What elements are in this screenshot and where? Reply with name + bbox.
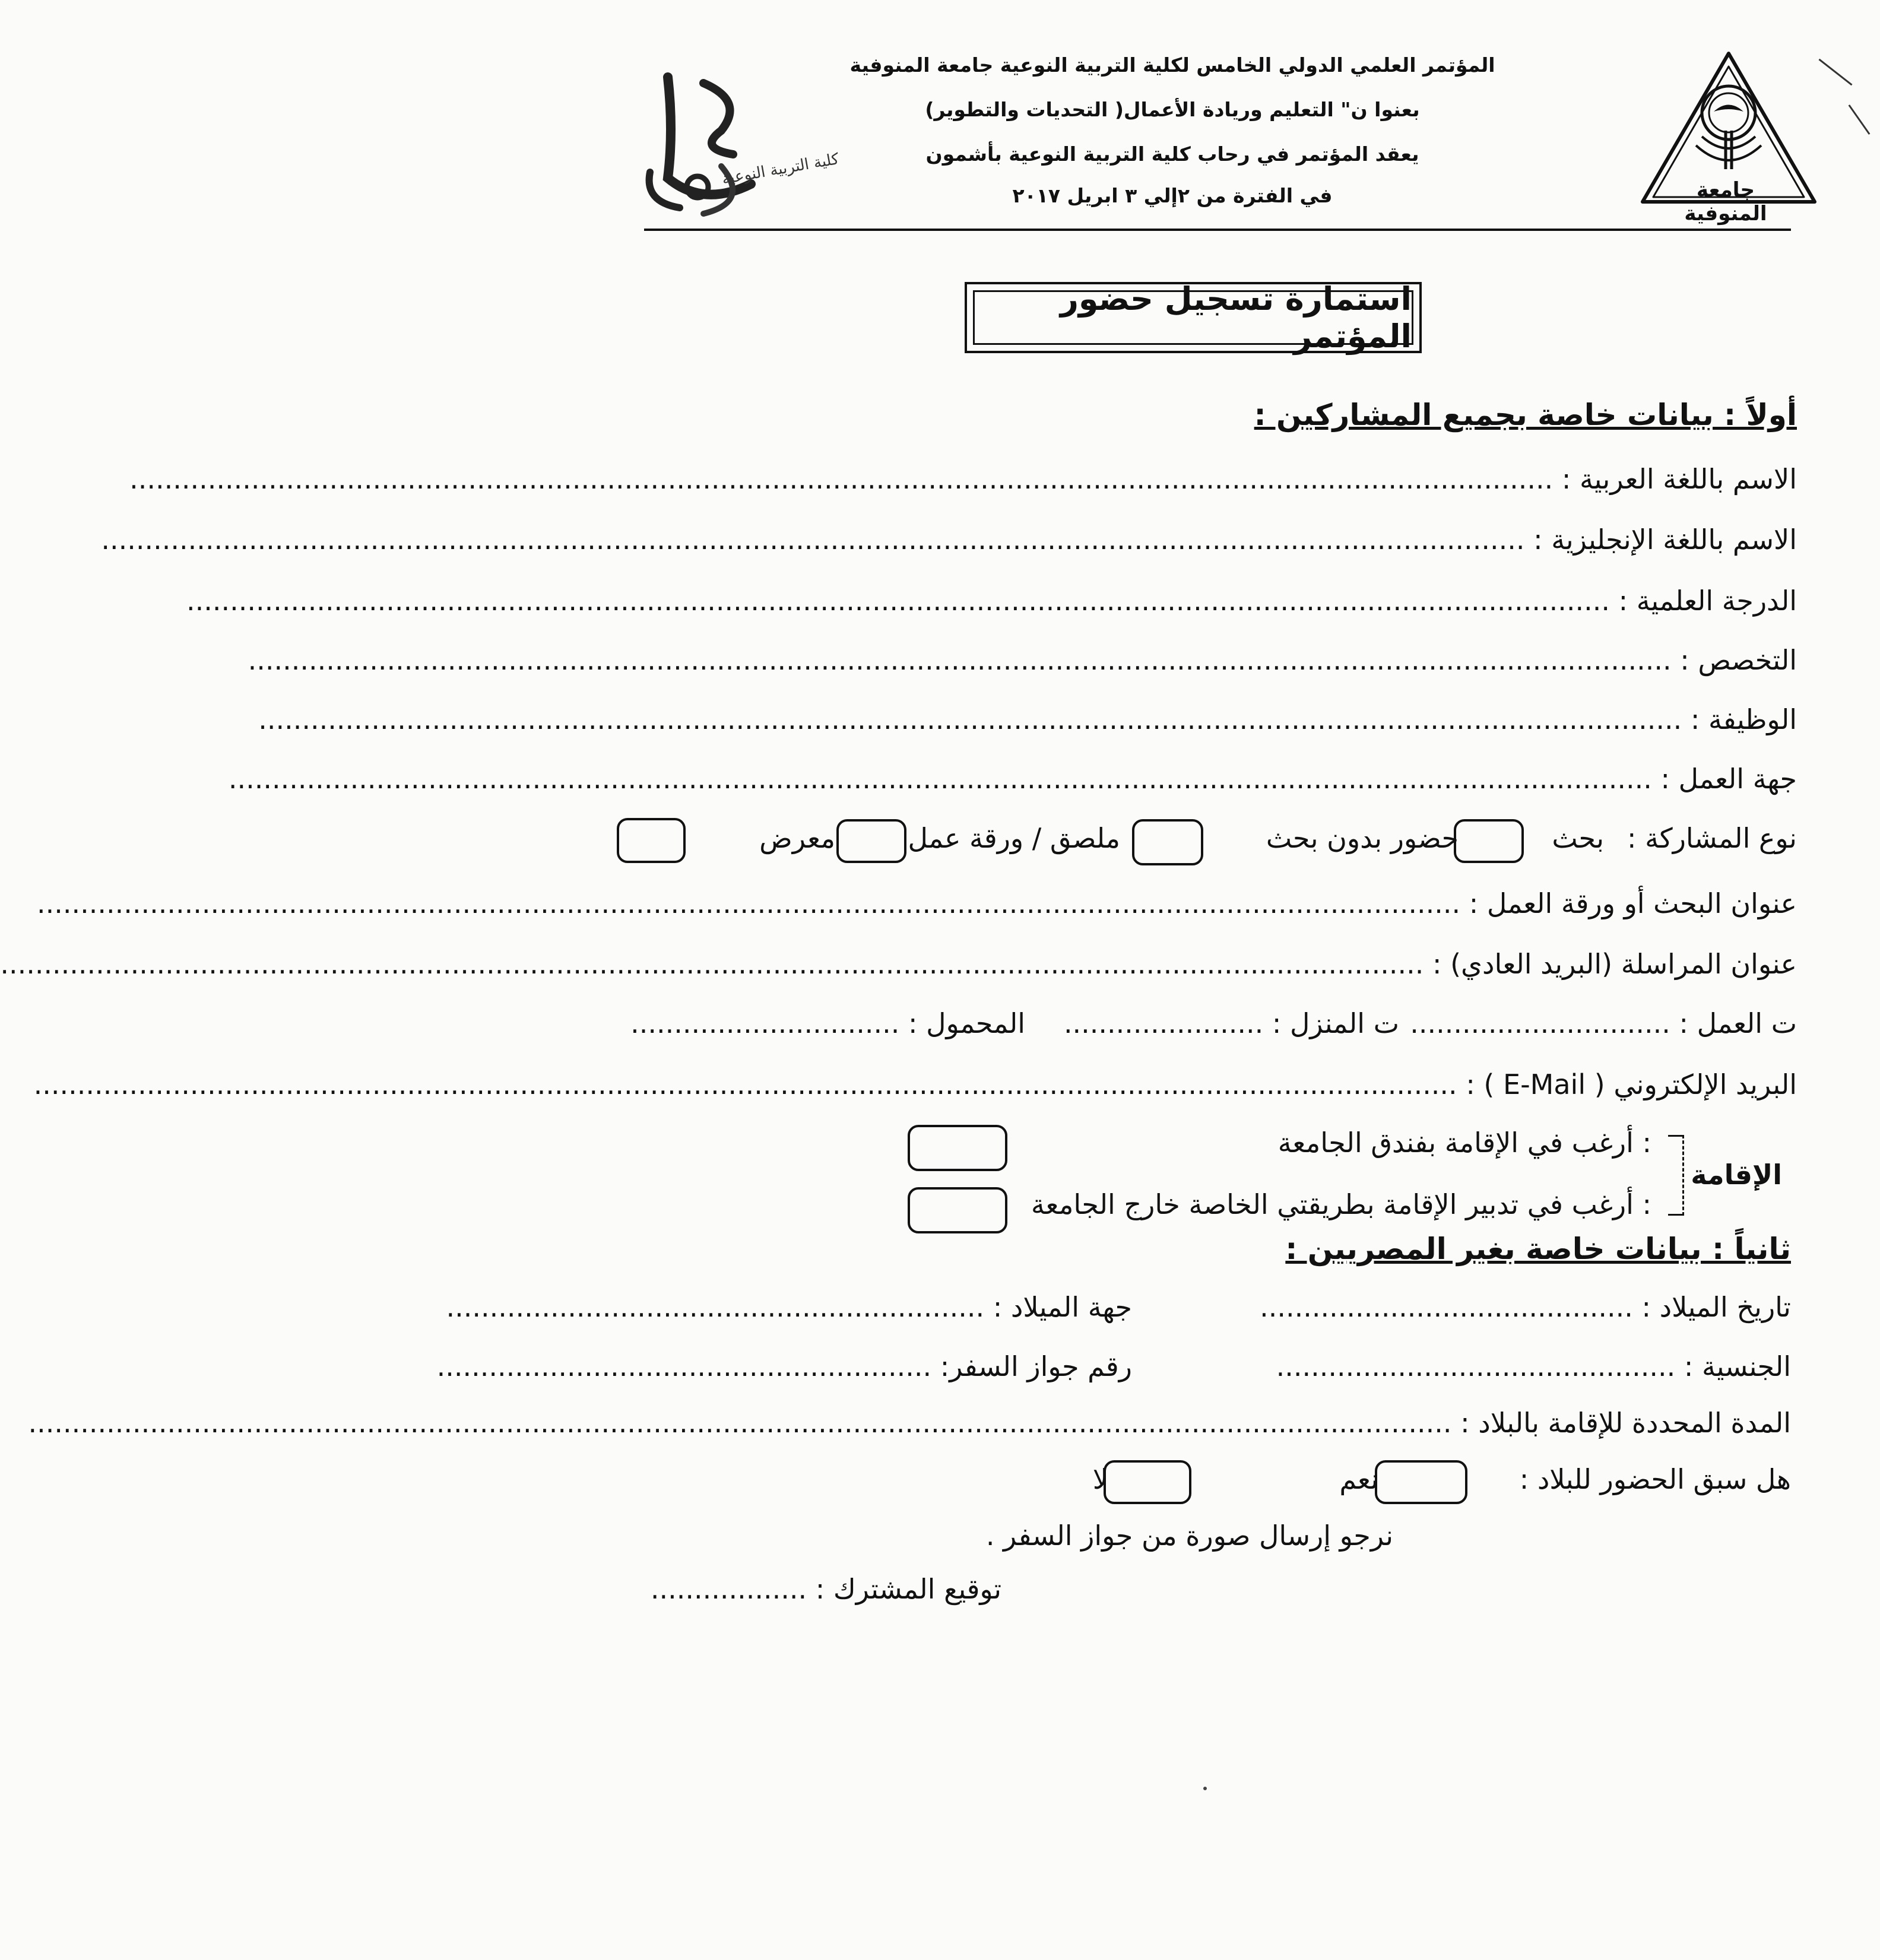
passport-field[interactable]: .........................................................	[436, 1350, 932, 1382]
email-field[interactable]: ....................................................................................................................................................................	[33, 1068, 1457, 1100]
postal-address-field[interactable]: ....................................................................................................................................................................	[0, 948, 1424, 980]
faculty-logo	[632, 59, 787, 226]
email-row[interactable]	[33, 1068, 1797, 1100]
name-en-field[interactable]: ....................................................................................................................................................................	[101, 524, 1525, 556]
birth-place-field[interactable]: ..............................................................	[446, 1291, 985, 1323]
phone-work-label: ت العمل :	[1679, 1007, 1797, 1039]
stay-duration-row[interactable]	[28, 1407, 1791, 1439]
yes-label: نعم	[1339, 1463, 1378, 1495]
conference-venue: يعقد المؤتمر في رحاب كلية التربية النوعية بأشمون	[925, 142, 1419, 166]
faculty-logo-text: كلية التربية النوعية	[720, 150, 841, 189]
specialty-label: التخصص :	[1680, 644, 1797, 676]
accommodation-label: الإقامة	[1691, 1159, 1782, 1191]
opt-attend-checkbox[interactable]	[1132, 819, 1203, 865]
no-label: لا	[1092, 1463, 1108, 1495]
conference-dates: في الفترة من ٢إلي ٣ ابريل ٢٠١٧	[1012, 184, 1333, 207]
mobile-row[interactable]	[630, 1007, 1025, 1039]
opt-research-checkbox[interactable]	[1454, 819, 1524, 863]
opt-research-label: بحث	[1552, 822, 1604, 854]
name-en-label: الاسم باللغة الإنجليزية :	[1533, 524, 1797, 556]
accom-private-checkbox[interactable]	[908, 1187, 1007, 1233]
paper-title-field[interactable]: ....................................................................................................................................................................	[37, 887, 1461, 919]
passport-copy-note: نرجو إرسال صورة من جواز السفر .	[985, 1520, 1393, 1552]
email-label: البريد الإلكتروني ( E-Mail ) :	[1466, 1068, 1797, 1100]
form-title-box	[965, 282, 1422, 353]
scan-mark	[1849, 104, 1871, 135]
signature-row[interactable]	[651, 1573, 1001, 1605]
accom-hotel-checkbox[interactable]	[908, 1125, 1007, 1171]
employer-field[interactable]: ....................................................................................................................................................................	[228, 763, 1652, 795]
birth-place-label: جهة الميلاد :	[993, 1291, 1132, 1323]
name-ar-row[interactable]	[129, 463, 1797, 495]
opt-poster-checkbox[interactable]	[836, 819, 906, 863]
birth-date-row[interactable]	[1260, 1291, 1791, 1323]
mobile-label: المحمول :	[908, 1007, 1025, 1039]
no-checkbox[interactable]	[1104, 1460, 1191, 1504]
degree-field[interactable]: ....................................................................................................................................................................	[186, 585, 1610, 617]
nationality-label: الجنسية :	[1684, 1350, 1791, 1382]
scan-speck	[1203, 1787, 1207, 1790]
degree-row[interactable]	[186, 585, 1797, 617]
name-en-row[interactable]	[101, 524, 1797, 556]
opt-exhibit-label: معرض	[759, 822, 835, 854]
specialty-row[interactable]	[248, 644, 1797, 676]
degree-label: الدرجة العلمية :	[1618, 585, 1797, 617]
accom-private-label: : أرغب في تدبير الإقامة بطريقتي الخاصة خارج الجامعة	[1031, 1188, 1651, 1220]
name-ar-label: الاسم باللغة العربية :	[1561, 463, 1797, 495]
accommodation-bracket	[1668, 1135, 1684, 1216]
job-label: الوظيفة :	[1690, 703, 1797, 735]
paper-title-row[interactable]	[37, 887, 1797, 919]
phone-home-label: ت المنزل :	[1272, 1007, 1399, 1039]
job-field[interactable]: ....................................................................................................................................................................	[258, 703, 1682, 735]
postal-address-label: عنوان المراسلة (البريد العادي) :	[1432, 948, 1797, 980]
phone-home-field[interactable]: .......................	[1063, 1007, 1264, 1039]
yes-checkbox[interactable]	[1375, 1460, 1467, 1504]
specialty-field[interactable]: ....................................................................................................................................................................	[248, 644, 1672, 676]
opt-poster-label: ملصق / ورقة عمل	[908, 822, 1120, 854]
header-divider	[644, 229, 1791, 231]
participation-type-label: نوع المشاركة :	[1627, 822, 1797, 854]
conference-theme: بعنوا ن" التعليم وريادة الأعمال( التحديات والتطوير)	[925, 98, 1420, 121]
section1-heading: أولاً : بيانات خاصة بجميع المشاركين :	[1254, 398, 1797, 432]
birth-place-row[interactable]	[446, 1291, 1132, 1323]
section2-heading: ثانياً : بيانات خاصة بغير المصريين :	[1285, 1232, 1791, 1266]
paper-title-label: عنوان البحث أو ورقة العمل :	[1469, 887, 1797, 919]
nationality-row[interactable]	[1276, 1350, 1791, 1382]
birth-date-label: تاريخ الميلاد :	[1641, 1291, 1791, 1323]
passport-row[interactable]	[437, 1350, 1132, 1382]
employer-label: جهة العمل :	[1660, 763, 1797, 795]
job-row[interactable]	[258, 703, 1797, 735]
signature-field[interactable]: ..................	[650, 1573, 807, 1605]
opt-exhibit-checkbox[interactable]	[617, 818, 686, 863]
name-ar-field[interactable]: ....................................................................................................................................................................	[129, 463, 1554, 495]
phone-home-row[interactable]	[1064, 1007, 1399, 1039]
postal-address-row[interactable]	[0, 948, 1797, 980]
stay-duration-field[interactable]: ....................................................................................................................................................................	[28, 1407, 1452, 1439]
birth-date-field[interactable]: ...........................................	[1260, 1291, 1633, 1323]
phone-work-field[interactable]: ..............................	[1410, 1007, 1670, 1039]
prior-visit-label: هل سبق الحضور للبلاد :	[1519, 1463, 1791, 1495]
phone-work-row[interactable]	[1410, 1007, 1797, 1039]
stay-duration-label: المدة المحددة للإقامة بالبلاد :	[1460, 1407, 1791, 1439]
form-title: استمارة تسجيل حضور المؤتمر	[1060, 280, 1412, 355]
university-logo-text: جامعة المنوفية	[1684, 178, 1767, 226]
mobile-field[interactable]: ...............................	[630, 1007, 900, 1039]
employer-row[interactable]	[228, 763, 1797, 795]
accom-hotel-label: : أرغب في الإقامة بفندق الجامعة	[1277, 1127, 1651, 1159]
nationality-field[interactable]: ..............................................	[1276, 1350, 1676, 1382]
conference-title: المؤتمر العلمي الدولي الخامس لكلية التربية النوعية جامعة المنوفية	[849, 53, 1495, 77]
passport-label: رقم جواز السفر:	[940, 1350, 1132, 1382]
signature-label: توقيع المشترك :	[815, 1573, 1001, 1605]
opt-attend-label: حضور بدون بحث	[1266, 822, 1459, 854]
